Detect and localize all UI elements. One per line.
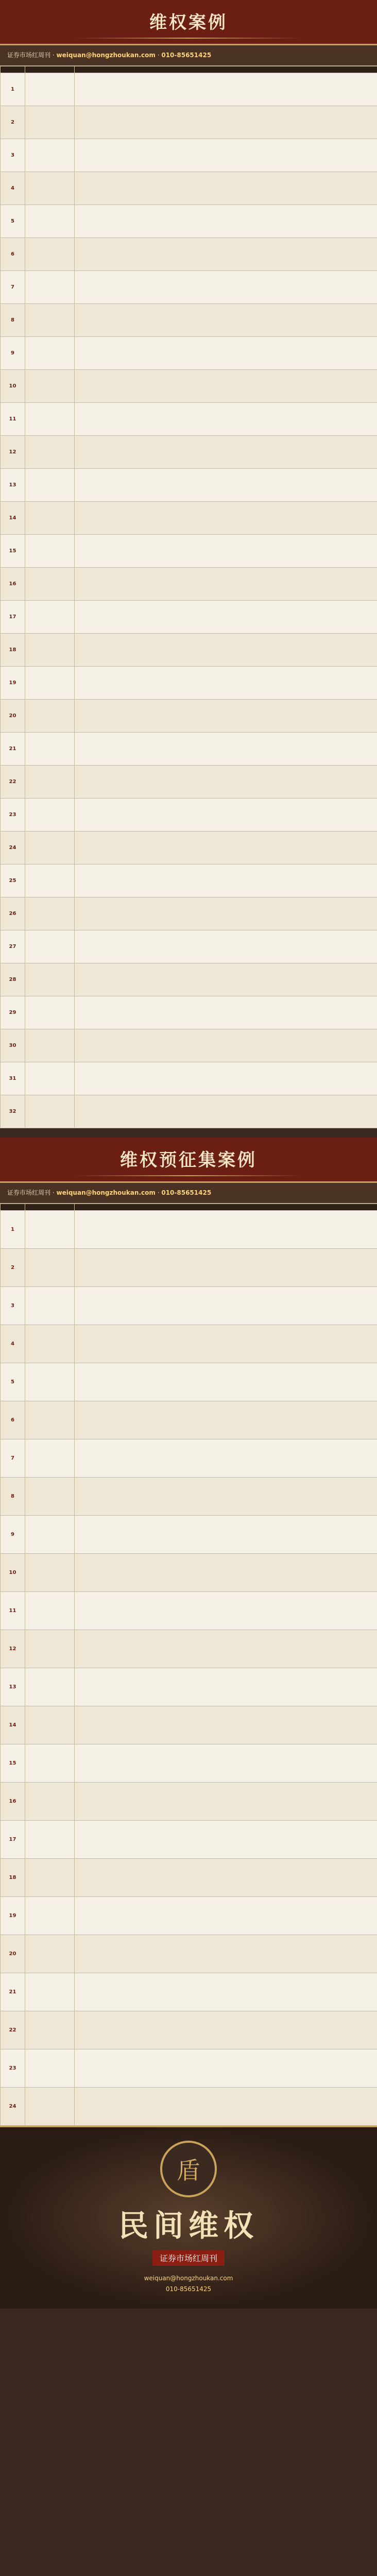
footer-title: 民间维权 [118,2208,259,2244]
row-name [25,1668,75,1706]
row-index: 18 [1,634,25,667]
row-index: 6 [1,238,25,271]
row-index: 24 [1,2088,25,2126]
row-index: 10 [1,1554,25,1592]
table-row [1,205,377,238]
row-description [75,963,377,996]
row-index: 20 [1,1935,25,1973]
precases-body [1,1211,377,2126]
table-row [1,1095,377,1128]
row-index: 28 [1,963,25,996]
table-row [1,733,377,766]
row-name [25,469,75,502]
cases-intro: 证券市场红周刊 · weiquan@hongzhoukan.com · 010-85651425 [0,45,377,66]
table-row [1,139,377,172]
cases-section-title: 维权案例 [149,12,228,33]
row-index: 17 [1,1821,25,1859]
row-description [75,1029,377,1062]
row-name [25,1706,75,1744]
row-description [75,799,377,832]
row-name [25,1439,75,1478]
row-name [25,1095,75,1128]
table-row [1,172,377,205]
row-name [25,568,75,601]
row-description [75,106,377,139]
row-index: 2 [1,1249,25,1287]
table-row [1,634,377,667]
precases-table [0,1204,377,2126]
row-name [25,1401,75,1439]
table-row [1,1401,377,1439]
row-index: 2 [1,106,25,139]
row-index: 26 [1,897,25,930]
row-description [75,766,377,799]
row-index: 22 [1,766,25,799]
row-name [25,271,75,304]
row-index: 8 [1,1478,25,1516]
col-no [1,66,25,73]
row-index: 7 [1,1439,25,1478]
row-name [25,304,75,337]
table-row [1,1287,377,1325]
row-index: 4 [1,172,25,205]
row-name [25,733,75,766]
row-name [25,1859,75,1897]
row-description [75,370,377,403]
table-row [1,370,377,403]
table-row [1,1744,377,1783]
table-row [1,601,377,634]
row-index: 10 [1,370,25,403]
row-index: 19 [1,667,25,700]
footer [0,2126,377,2309]
row-name [25,1062,75,1095]
row-description [75,1859,377,1897]
row-index: 3 [1,139,25,172]
row-description [75,1706,377,1744]
row-index: 27 [1,930,25,963]
row-description [75,403,377,436]
row-index: 5 [1,205,25,238]
intro-site: 证券市场红周刊 [7,52,51,59]
table-row [1,1478,377,1516]
table-row [1,502,377,535]
table-row [1,1668,377,1706]
row-description [75,832,377,865]
row-description [75,469,377,502]
table-row [1,1821,377,1859]
cases-header-row [1,66,377,73]
table-row [1,1363,377,1401]
row-index: 14 [1,1706,25,1744]
precases-intro: 证券市场红周刊 · weiquan@hongzhoukan.com · 010-85651425 [0,1183,377,1204]
row-description [75,634,377,667]
table-row [1,1783,377,1821]
row-name [25,1744,75,1783]
precases-section-title: 维权预征集案例 [120,1150,257,1171]
row-description [75,930,377,963]
row-name [25,535,75,568]
precases-section-header [0,1138,377,1183]
row-index: 7 [1,271,25,304]
row-name [25,1935,75,1973]
table-row [1,2011,377,2049]
table-row [1,238,377,271]
table-row [1,469,377,502]
row-description [75,601,377,634]
footer-phone: 010-85651425 [165,2285,212,2293]
row-name [25,1592,75,1630]
row-description [75,535,377,568]
row-index: 3 [1,1287,25,1325]
table-row [1,766,377,799]
row-name [25,634,75,667]
footer-contact [8,2273,369,2294]
table-row [1,1897,377,1935]
row-index: 8 [1,304,25,337]
row-index: 21 [1,1973,25,2011]
row-description [75,1095,377,1128]
row-name [25,799,75,832]
row-name [25,766,75,799]
row-index: 9 [1,1516,25,1554]
row-index: 18 [1,1859,25,1897]
shield-icon: 盾 [160,2141,217,2197]
row-name [25,370,75,403]
row-index: 22 [1,2011,25,2049]
row-description [75,1630,377,1668]
row-description [75,1287,377,1325]
table-row [1,1859,377,1897]
footer-email[interactable]: weiquan@hongzhoukan.com [144,2275,233,2282]
row-index: 4 [1,1325,25,1363]
table-row [1,1029,377,1062]
row-index: 13 [1,1668,25,1706]
row-name [25,1554,75,1592]
row-name [25,172,75,205]
row-description [75,2049,377,2088]
table-row [1,1592,377,1630]
row-description [75,1211,377,1249]
row-name [25,1249,75,1287]
row-description [75,436,377,469]
row-index: 15 [1,1744,25,1783]
row-name [25,403,75,436]
cases-section-header [0,0,377,45]
table-row [1,1630,377,1668]
col-desc [75,1204,377,1211]
row-description [75,304,377,337]
row-name [25,1363,75,1401]
row-index: 25 [1,865,25,897]
row-index: 15 [1,535,25,568]
row-description [75,1249,377,1287]
cases-body [1,73,377,1128]
table-row [1,1516,377,1554]
row-description [75,73,377,106]
row-name [25,832,75,865]
row-description [75,1478,377,1516]
row-name [25,996,75,1029]
row-description [75,1401,377,1439]
row-description [75,1516,377,1554]
row-description [75,1592,377,1630]
row-description [75,996,377,1029]
row-description [75,733,377,766]
row-description [75,1973,377,2011]
row-index: 23 [1,2049,25,2088]
row-index: 17 [1,601,25,634]
row-name [25,1783,75,1821]
table-row [1,1249,377,1287]
row-description [75,568,377,601]
row-description [75,700,377,733]
row-name [25,2049,75,2088]
table-row [1,271,377,304]
table-row [1,1062,377,1095]
row-description [75,1744,377,1783]
row-description [75,667,377,700]
row-index: 31 [1,1062,25,1095]
table-row [1,535,377,568]
row-name [25,1325,75,1363]
row-index: 6 [1,1401,25,1439]
intro-email[interactable]: weiquan@hongzhoukan.com [56,52,156,59]
row-description [75,1668,377,1706]
row-name [25,700,75,733]
row-name [25,238,75,271]
row-index: 5 [1,1363,25,1401]
table-row [1,304,377,337]
row-name [25,897,75,930]
table-row [1,2088,377,2126]
row-index: 30 [1,1029,25,1062]
row-description [75,172,377,205]
row-name [25,1211,75,1249]
row-index: 14 [1,502,25,535]
table-row [1,996,377,1029]
row-name [25,1287,75,1325]
table-row [1,337,377,370]
row-index: 1 [1,73,25,106]
row-name [25,1478,75,1516]
row-name [25,205,75,238]
row-index: 19 [1,1897,25,1935]
row-description [75,1821,377,1859]
row-description [75,1935,377,1973]
row-name [25,601,75,634]
table-row [1,1554,377,1592]
row-description [75,1439,377,1478]
table-row [1,73,377,106]
row-description [75,1325,377,1363]
row-name [25,139,75,172]
row-description [75,271,377,304]
row-name [25,667,75,700]
row-index: 29 [1,996,25,1029]
row-description [75,865,377,897]
row-index: 9 [1,337,25,370]
row-index: 12 [1,1630,25,1668]
table-row [1,1973,377,2011]
col-name [25,1204,75,1211]
row-description [75,1897,377,1935]
intro-phone: 010-85651425 [161,52,212,59]
col-desc [75,66,377,73]
table-row [1,700,377,733]
row-name [25,865,75,897]
table-row [1,1439,377,1478]
row-name [25,1973,75,2011]
row-index: 1 [1,1211,25,1249]
table-row [1,106,377,139]
row-description [75,1062,377,1095]
row-index: 11 [1,1592,25,1630]
table-row [1,865,377,897]
row-name [25,436,75,469]
row-description [75,238,377,271]
cases-table [0,66,377,1128]
table-row [1,667,377,700]
row-description [75,2011,377,2049]
precases-header-row [1,1204,377,1211]
table-row [1,963,377,996]
row-description [75,139,377,172]
row-name [25,1516,75,1554]
table-row [1,403,377,436]
row-index: 16 [1,568,25,601]
row-index: 21 [1,733,25,766]
intro-site: 证券市场红周刊 [7,1189,51,1197]
row-name [25,502,75,535]
row-name [25,2088,75,2126]
table-row [1,799,377,832]
row-description [75,1554,377,1592]
table-row [1,1935,377,1973]
row-index: 11 [1,403,25,436]
row-name [25,963,75,996]
table-row [1,1325,377,1363]
table-row [1,832,377,865]
intro-email[interactable]: weiquan@hongzhoukan.com [56,1189,156,1197]
row-name [25,1029,75,1062]
row-description [75,2088,377,2126]
row-name [25,106,75,139]
row-name [25,1821,75,1859]
col-no [1,1204,25,1211]
col-name [25,66,75,73]
row-description [75,205,377,238]
table-row [1,436,377,469]
row-name [25,1897,75,1935]
table-row [1,2049,377,2088]
row-index: 13 [1,469,25,502]
row-index: 32 [1,1095,25,1128]
row-name [25,1630,75,1668]
row-index: 23 [1,799,25,832]
table-row [1,568,377,601]
row-name [25,930,75,963]
row-index: 24 [1,832,25,865]
section-rule [75,1175,301,1176]
row-name [25,73,75,106]
table-row [1,1211,377,1249]
row-description [75,502,377,535]
table-row [1,897,377,930]
footer-brand: 证券市场红周刊 [152,2250,225,2266]
row-index: 16 [1,1783,25,1821]
row-index: 20 [1,700,25,733]
row-index: 12 [1,436,25,469]
section-rule [75,38,301,39]
table-row [1,930,377,963]
row-name [25,337,75,370]
row-name [25,2011,75,2049]
row-description [75,1363,377,1401]
row-description [75,897,377,930]
intro-phone: 010-85651425 [161,1189,212,1197]
row-description [75,1783,377,1821]
table-row [1,1706,377,1744]
row-description [75,337,377,370]
